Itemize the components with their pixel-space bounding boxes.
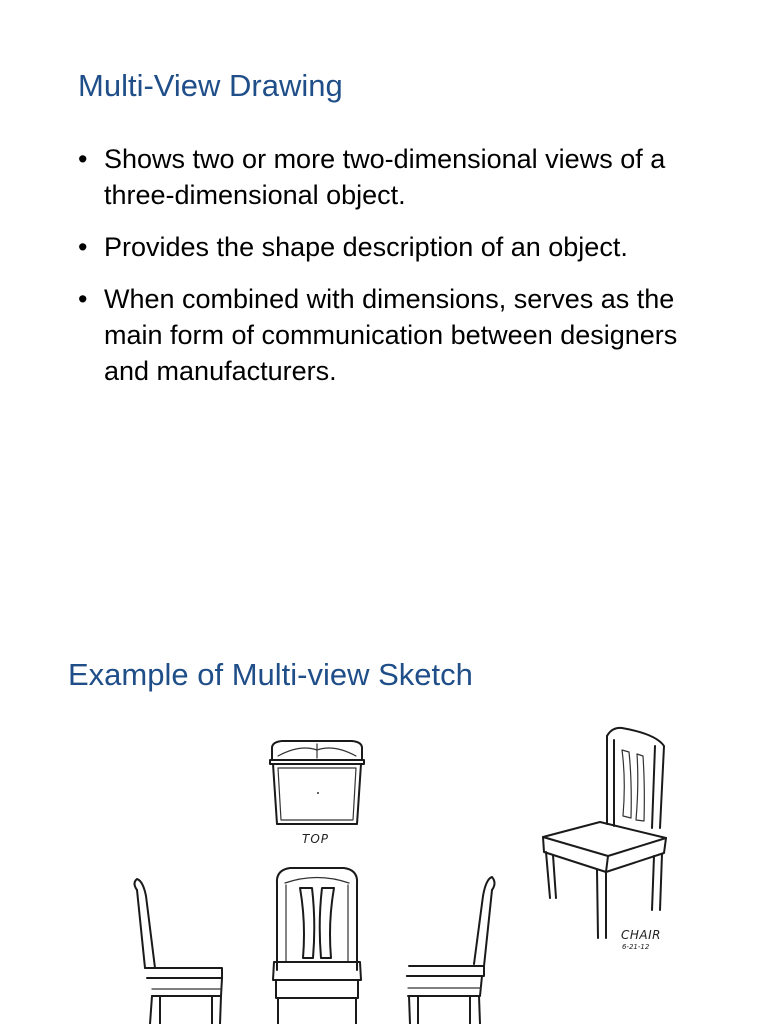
chair-multiview-sketch: [0, 700, 768, 1024]
chair-sketch-drawing: [0, 700, 768, 1024]
chair-top-view: [270, 741, 364, 824]
chair-front-view: [273, 868, 361, 1024]
slide-title: Multi-View Drawing: [78, 68, 343, 103]
chair-isometric-view: [543, 728, 666, 938]
bullet-text: Shows two or more two-dimensional views of a three-dimensional object.: [104, 144, 666, 210]
bullet-marker: •: [78, 144, 88, 174]
bullet-text: Provides the shape description of an object.: [104, 232, 628, 262]
example-heading: Example of Multi-view Sketch: [68, 657, 473, 692]
chair-right-side-view: [407, 877, 495, 1024]
bullet-item: [78, 141, 718, 213]
bullet-item: [78, 229, 718, 265]
bullet-text: When combined with dimensions, serves as the main form of communication between designers and manufacturers.: [104, 284, 678, 386]
top-view-label: TOP: [302, 832, 330, 846]
chair-left-side-view: [135, 879, 223, 1024]
sketch-signature-date: 6-21-12: [622, 943, 650, 951]
bullet-list: [78, 141, 718, 405]
bullet-item: [78, 281, 718, 389]
bullet-marker: •: [78, 232, 88, 262]
bullet-marker: •: [78, 284, 88, 314]
sketch-signature-label: CHAIR: [621, 928, 661, 942]
